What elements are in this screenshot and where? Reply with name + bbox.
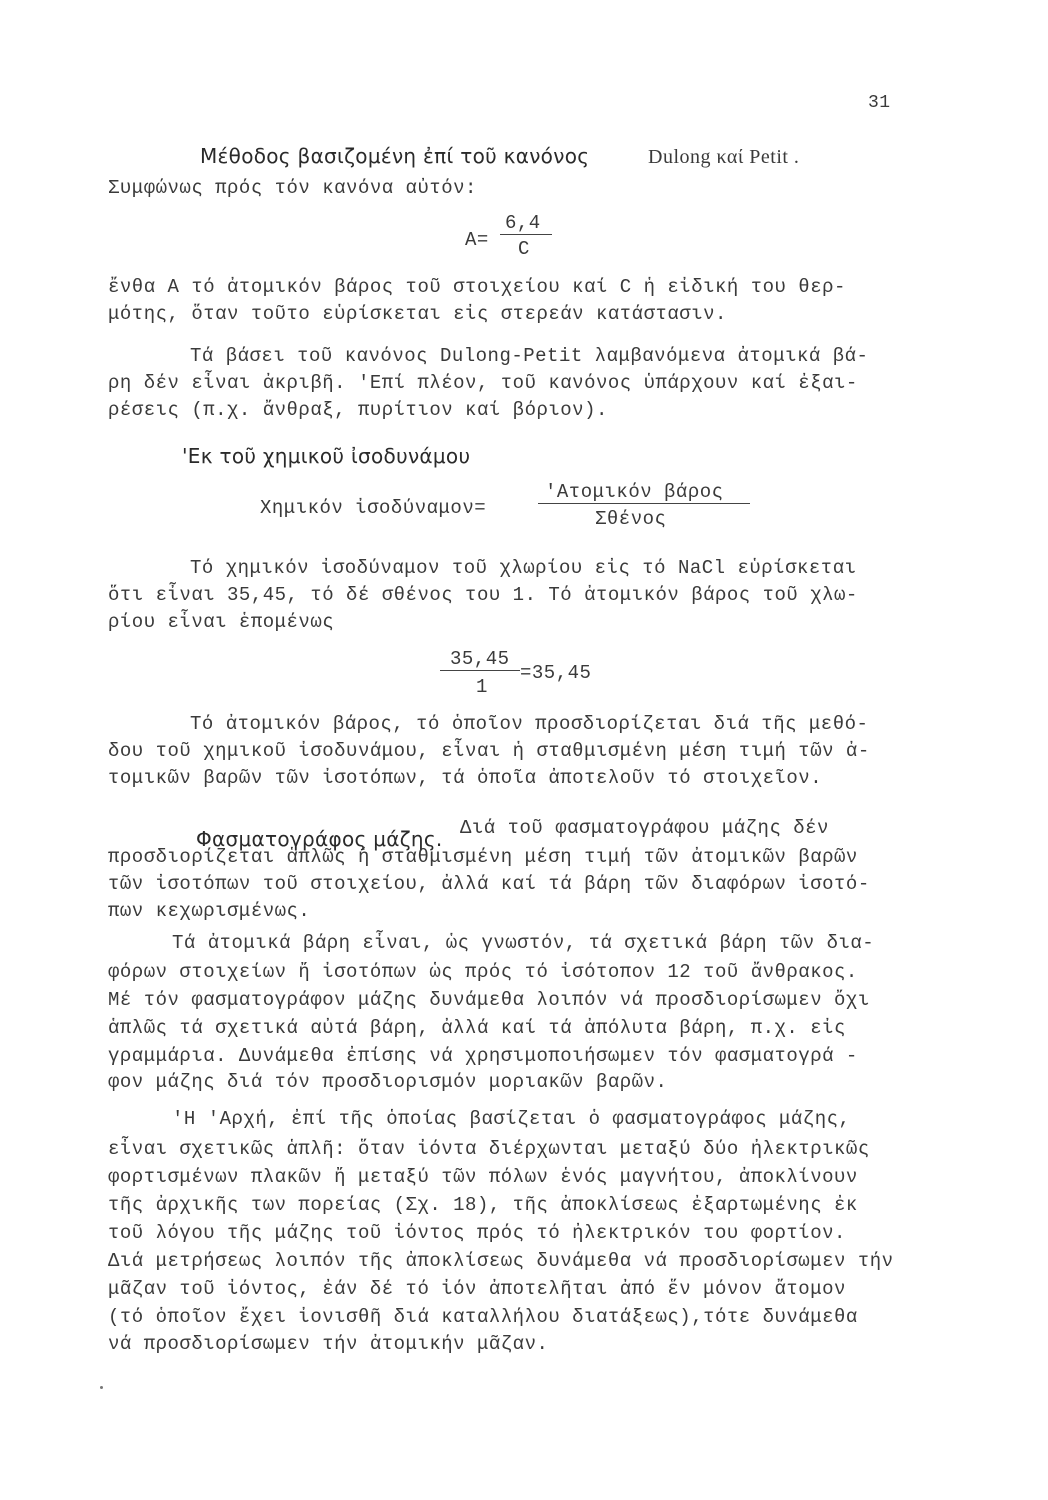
para3-line: ρίου εἶναι ἑπομένως [108, 611, 335, 633]
para7-line: τοῦ λόγου τῆς μάζης τοῦ ἰόντος πρός τό ἠλεκτρικόν του φορτίον. [108, 1222, 846, 1244]
para1-line: ἔνθα A τό ἀτομικόν βάρος τοῦ στοιχείου καί C ἡ εἰδική του θερ- [108, 276, 846, 298]
para7-line: νά προσδιορίσωμεν τήν ἀτομικήν μᾶζαν. [108, 1333, 549, 1355]
para7-line: τῆς ἀρχικῆς των πορείας (Σχ. 18), τῆς ἀποκλίσεως ἐξαρτωμένης ἐκ [108, 1194, 858, 1216]
formula1-numerator: 6,4 [505, 212, 541, 234]
para1-line: μότης, ὅταν τοῦτο εὑρίσκεται εἰς στερεάν κατάστασιν. [108, 303, 727, 325]
formula1-fraction-bar [500, 234, 552, 235]
para7-line: 'Η 'Αρχή, ἐπί τῆς ὁποίας βασίζεται ὁ φασματογράφος μάζης, [172, 1108, 851, 1130]
para2-line: ρέσεις (π.χ. ἄνθραξ, πυρίτιον καί βόριον). [108, 399, 608, 421]
para2-line: ρη δέν εἶναι ἀκριβῆ. 'Επί πλέον, τοῦ κανόνος ὑπάρχουν καί ἐξαι- [108, 372, 858, 394]
para3-line: ὅτι εἶναι 35,45, τό δέ σθένος του 1. Τό ἀτομικόν βάρος τοῦ χλω- [108, 584, 858, 606]
formula2-lhs: Χημικόν ἰσοδύναμον= [260, 497, 487, 519]
para7-line: εἶναι σχετικῶς ἁπλῆ: ὅταν ἰόντα διέρχωνται μεταξύ δύο ἠλεκτρικῶς [108, 1138, 870, 1160]
para6-line: γραμμάρια. Δυνάμεθα ἐπίσης νά χρησιμοποιήσωμεν τόν φασματογρά - [108, 1045, 858, 1067]
formula1-lhs: A= [465, 229, 489, 251]
heading-chemical-equivalent: 'Εκ τοῦ χημικοῦ ἰσοδυνάμου [182, 444, 471, 468]
para2-line: Τά βάσει τοῦ κανόνος Dulong-Petit λαμβανόμενα ἀτομικά βά- [190, 345, 869, 367]
para7-line: (τό ὁποῖον ἔχει ἰονισθῆ διά καταλλήλου διατάξεως),τότε δυνάμεθα [108, 1306, 858, 1328]
formula2-denominator: Σθένος [595, 508, 667, 530]
para7-line: μᾶζαν τοῦ ἰόντος, ἐάν δέ τό ἰόν ἀποτελῆται ἀπό ἕν μόνον ἄτομον [108, 1278, 846, 1300]
para5-line: Διά τοῦ φασματογράφου μάζης δέν [460, 817, 829, 839]
para6-line: φον μάζης διά τόν προσδιορισμόν μοριακῶν βαρῶν. [108, 1071, 668, 1093]
para4-line: Τό ἀτομικόν βάρος, τό ὁποῖον προσδιορίζεται διά τῆς μεθό- [190, 713, 869, 735]
para5-line: πων κεχωρισμένως. [108, 900, 311, 922]
heading-mass-spectrograph: Φασματογράφος μάζης. [196, 827, 443, 851]
para6-line: φόρων στοιχείων ἤ ἰσοτόπων ὡς πρός τό ἰσότοπον 12 τοῦ ἄνθρακος. [108, 961, 858, 983]
para6-line: Μέ τόν φασματογράφον μάζης δυνάμεθα λοιπόν νά προσδιορίσωμεν ὄχι [108, 989, 870, 1011]
heading-dulong-petit: Μέθοδος βασιζομένη ἐπί τοῦ κανόνος [200, 144, 590, 168]
para3-line: Τό χημικόν ἰσοδύναμον τοῦ χλωρίου εἰς τό NaCl εὑρίσκεται [190, 557, 857, 579]
heading-dulong-petit-names: Dulong καί Petit . [648, 146, 800, 168]
page-number: 31 [868, 93, 891, 113]
formula2-numerator: 'Ατομικόν βάρος [545, 481, 724, 503]
para7-line: φορτισμένων πλακῶν ἤ μεταξύ τῶν πόλων ἑνός μαγνήτου, ἀποκλίνουν [108, 1166, 858, 1188]
formula3-result: =35,45 [520, 662, 592, 684]
para5-line: προσδιορίζεται ἁπλῶς ἡ σταθμισμένη μέση τιμή τῶν ἀτομικῶν βαρῶν [108, 846, 858, 868]
para5-line: τῶν ἰσοτόπων τοῦ στοιχείου, ἀλλά καί τά βάρη τῶν διαφόρων ἰσοτό- [108, 873, 870, 895]
para6-line: ἁπλῶς τά σχετικά αὐτά βάρη, ἀλλά καί τά ἀπόλυτα βάρη, π.χ. εἰς [108, 1017, 846, 1039]
formula3-fraction-bar [440, 670, 520, 671]
para6-line: Τά ἀτομικά βάρη εἶναι, ὡς γνωστόν, τά σχετικά βάρη τῶν δια- [172, 932, 875, 954]
para4-line: δου τοῦ χημικοῦ ἰσοδυνάμου, εἶναι ἡ σταθμισμένη μέση τιμή τῶν ἀ- [108, 740, 870, 762]
para7-line: Διά μετρήσεως λοιπόν τῆς ἀποκλίσεως δυνάμεθα νά προσδιορίσωμεν τήν [108, 1250, 894, 1272]
formula1-denominator: C [518, 238, 530, 260]
formula3-numerator: 35,45 [450, 648, 510, 670]
para4-line: τομικῶν βαρῶν τῶν ἰσοτόπων, τά ὁποῖα ἀποτελοῦν τό στοιχεῖον. [108, 767, 823, 789]
formula2-fraction-bar [538, 503, 750, 504]
scan-speck [100, 1386, 103, 1389]
formula3-denominator: 1 [476, 676, 488, 698]
intro-line: Συμφώνως πρός τόν κανόνα αὐτόν: [108, 177, 477, 199]
